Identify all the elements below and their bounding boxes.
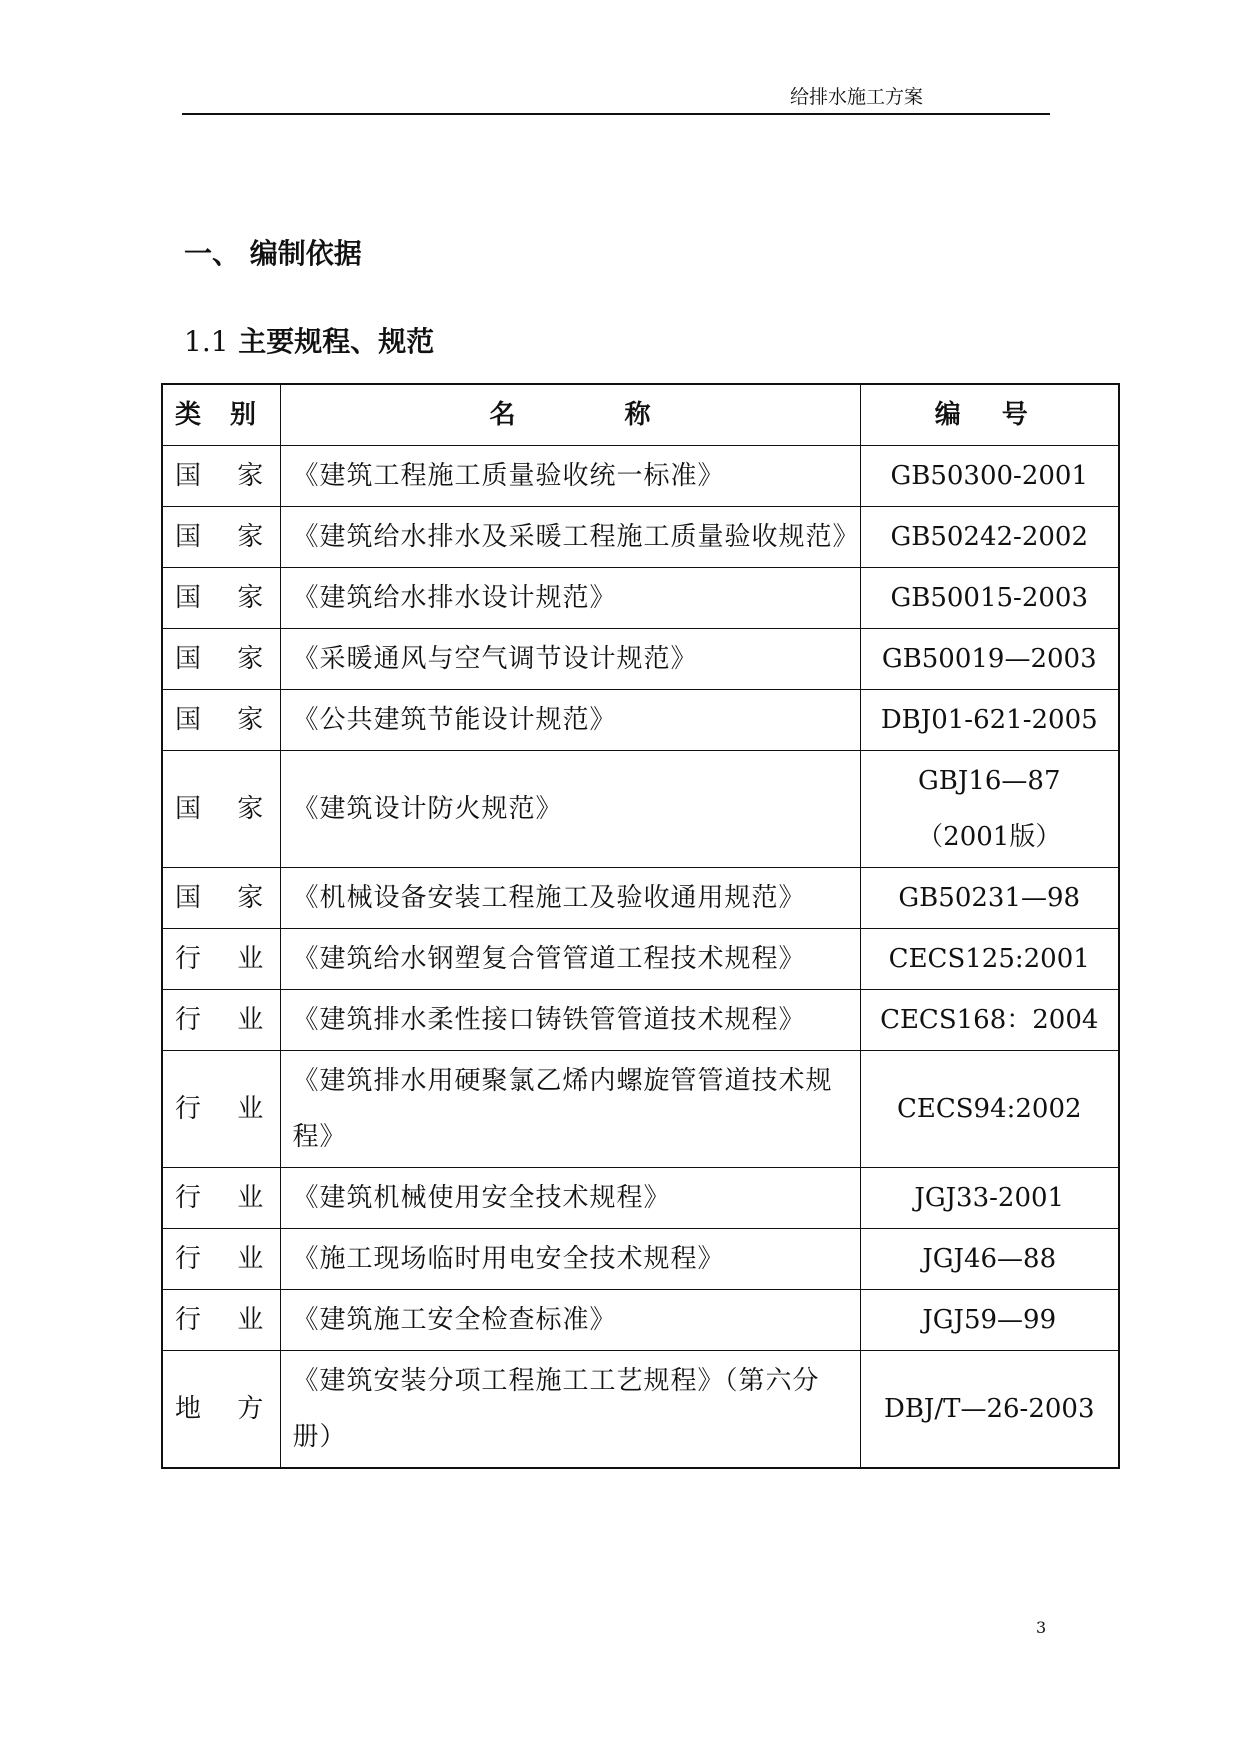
row-category: 国 家 xyxy=(162,568,280,629)
row-name: 《建筑给水排水及采暖工程施工质量验收规范》 xyxy=(280,507,860,568)
table-header-row xyxy=(162,384,1119,446)
row-category: 行 业 xyxy=(162,1051,280,1168)
row-code: JGJ46—88 xyxy=(860,1229,1119,1290)
row-code: JGJ33-2001 xyxy=(860,1168,1119,1229)
table-row xyxy=(162,990,1119,1051)
row-category: 国 家 xyxy=(162,446,280,507)
table-row xyxy=(162,507,1119,568)
row-name: 《建筑设计防火规范》 xyxy=(280,751,860,868)
row-code: GB50019—2003 xyxy=(860,629,1119,690)
row-name: 《建筑工程施工质量验收统一标准》 xyxy=(280,446,860,507)
row-category: 地 方 xyxy=(162,1351,280,1469)
row-category: 行 业 xyxy=(162,1168,280,1229)
table-row xyxy=(162,1168,1119,1229)
table-body xyxy=(162,446,1119,1469)
row-category: 行 业 xyxy=(162,1290,280,1351)
table-row xyxy=(162,929,1119,990)
header-code: 编 号 xyxy=(860,384,1119,446)
row-category: 国 家 xyxy=(162,751,280,868)
row-code: JGJ59—99 xyxy=(860,1290,1119,1351)
section-heading: 一、 编制依据 xyxy=(184,237,362,270)
row-name: 《机械设备安装工程施工及验收通用规范》 xyxy=(280,868,860,929)
subsection-heading xyxy=(184,324,434,360)
row-category: 行 业 xyxy=(162,990,280,1051)
subsection-title: 主要规程、规范 xyxy=(238,325,435,358)
table-row xyxy=(162,629,1119,690)
row-category: 国 家 xyxy=(162,868,280,929)
row-name: 《建筑给水钢塑复合管管道工程技术规程》 xyxy=(280,929,860,990)
row-category: 国 家 xyxy=(162,507,280,568)
header-category: 类 别 xyxy=(162,384,280,446)
table-row xyxy=(162,868,1119,929)
row-code: GB50015-2003 xyxy=(860,568,1119,629)
row-name: 《建筑施工安全检查标准》 xyxy=(280,1290,860,1351)
table-row xyxy=(162,751,1119,868)
header-name: 名 称 xyxy=(280,384,860,446)
page-number: 3 xyxy=(1036,1618,1047,1637)
row-name: 《建筑安装分项工程施工工艺规程》（第六分册） xyxy=(280,1351,860,1469)
table-row xyxy=(162,1351,1119,1469)
table-row xyxy=(162,690,1119,751)
row-name: 《建筑排水柔性接口铸铁管管道技术规程》 xyxy=(280,990,860,1051)
row-code: DBJ/T—26-2003 xyxy=(860,1351,1119,1469)
table-row xyxy=(162,1290,1119,1351)
running-header-title: 给排水施工方案 xyxy=(790,86,924,108)
table-row xyxy=(162,1051,1119,1168)
row-code: GBJ16—87（2001版） xyxy=(860,751,1119,868)
row-name: 《建筑机械使用安全技术规程》 xyxy=(280,1168,860,1229)
row-code: GB50242-2002 xyxy=(860,507,1119,568)
standards-table xyxy=(161,383,1120,1469)
table-row xyxy=(162,568,1119,629)
row-name: 《施工现场临时用电安全技术规程》 xyxy=(280,1229,860,1290)
row-name: 《建筑给水排水设计规范》 xyxy=(280,568,860,629)
row-category: 行 业 xyxy=(162,1229,280,1290)
row-name: 《建筑排水用硬聚氯乙烯内螺旋管管道技术规程》 xyxy=(280,1051,860,1168)
row-code: GB50231—98 xyxy=(860,868,1119,929)
subsection-number: 1.1 xyxy=(184,325,229,358)
header-rule xyxy=(182,113,1050,115)
row-code: DBJ01-621-2005 xyxy=(860,690,1119,751)
table-row xyxy=(162,1229,1119,1290)
row-code: CECS168：2004 xyxy=(860,990,1119,1051)
row-category: 国 家 xyxy=(162,629,280,690)
table-row xyxy=(162,446,1119,507)
row-code: CECS94:2002 xyxy=(860,1051,1119,1168)
row-code: GB50300-2001 xyxy=(860,446,1119,507)
row-name: 《公共建筑节能设计规范》 xyxy=(280,690,860,751)
row-code: CECS125:2001 xyxy=(860,929,1119,990)
row-name: 《采暖通风与空气调节设计规范》 xyxy=(280,629,860,690)
row-category: 国 家 xyxy=(162,690,280,751)
row-category: 行 业 xyxy=(162,929,280,990)
